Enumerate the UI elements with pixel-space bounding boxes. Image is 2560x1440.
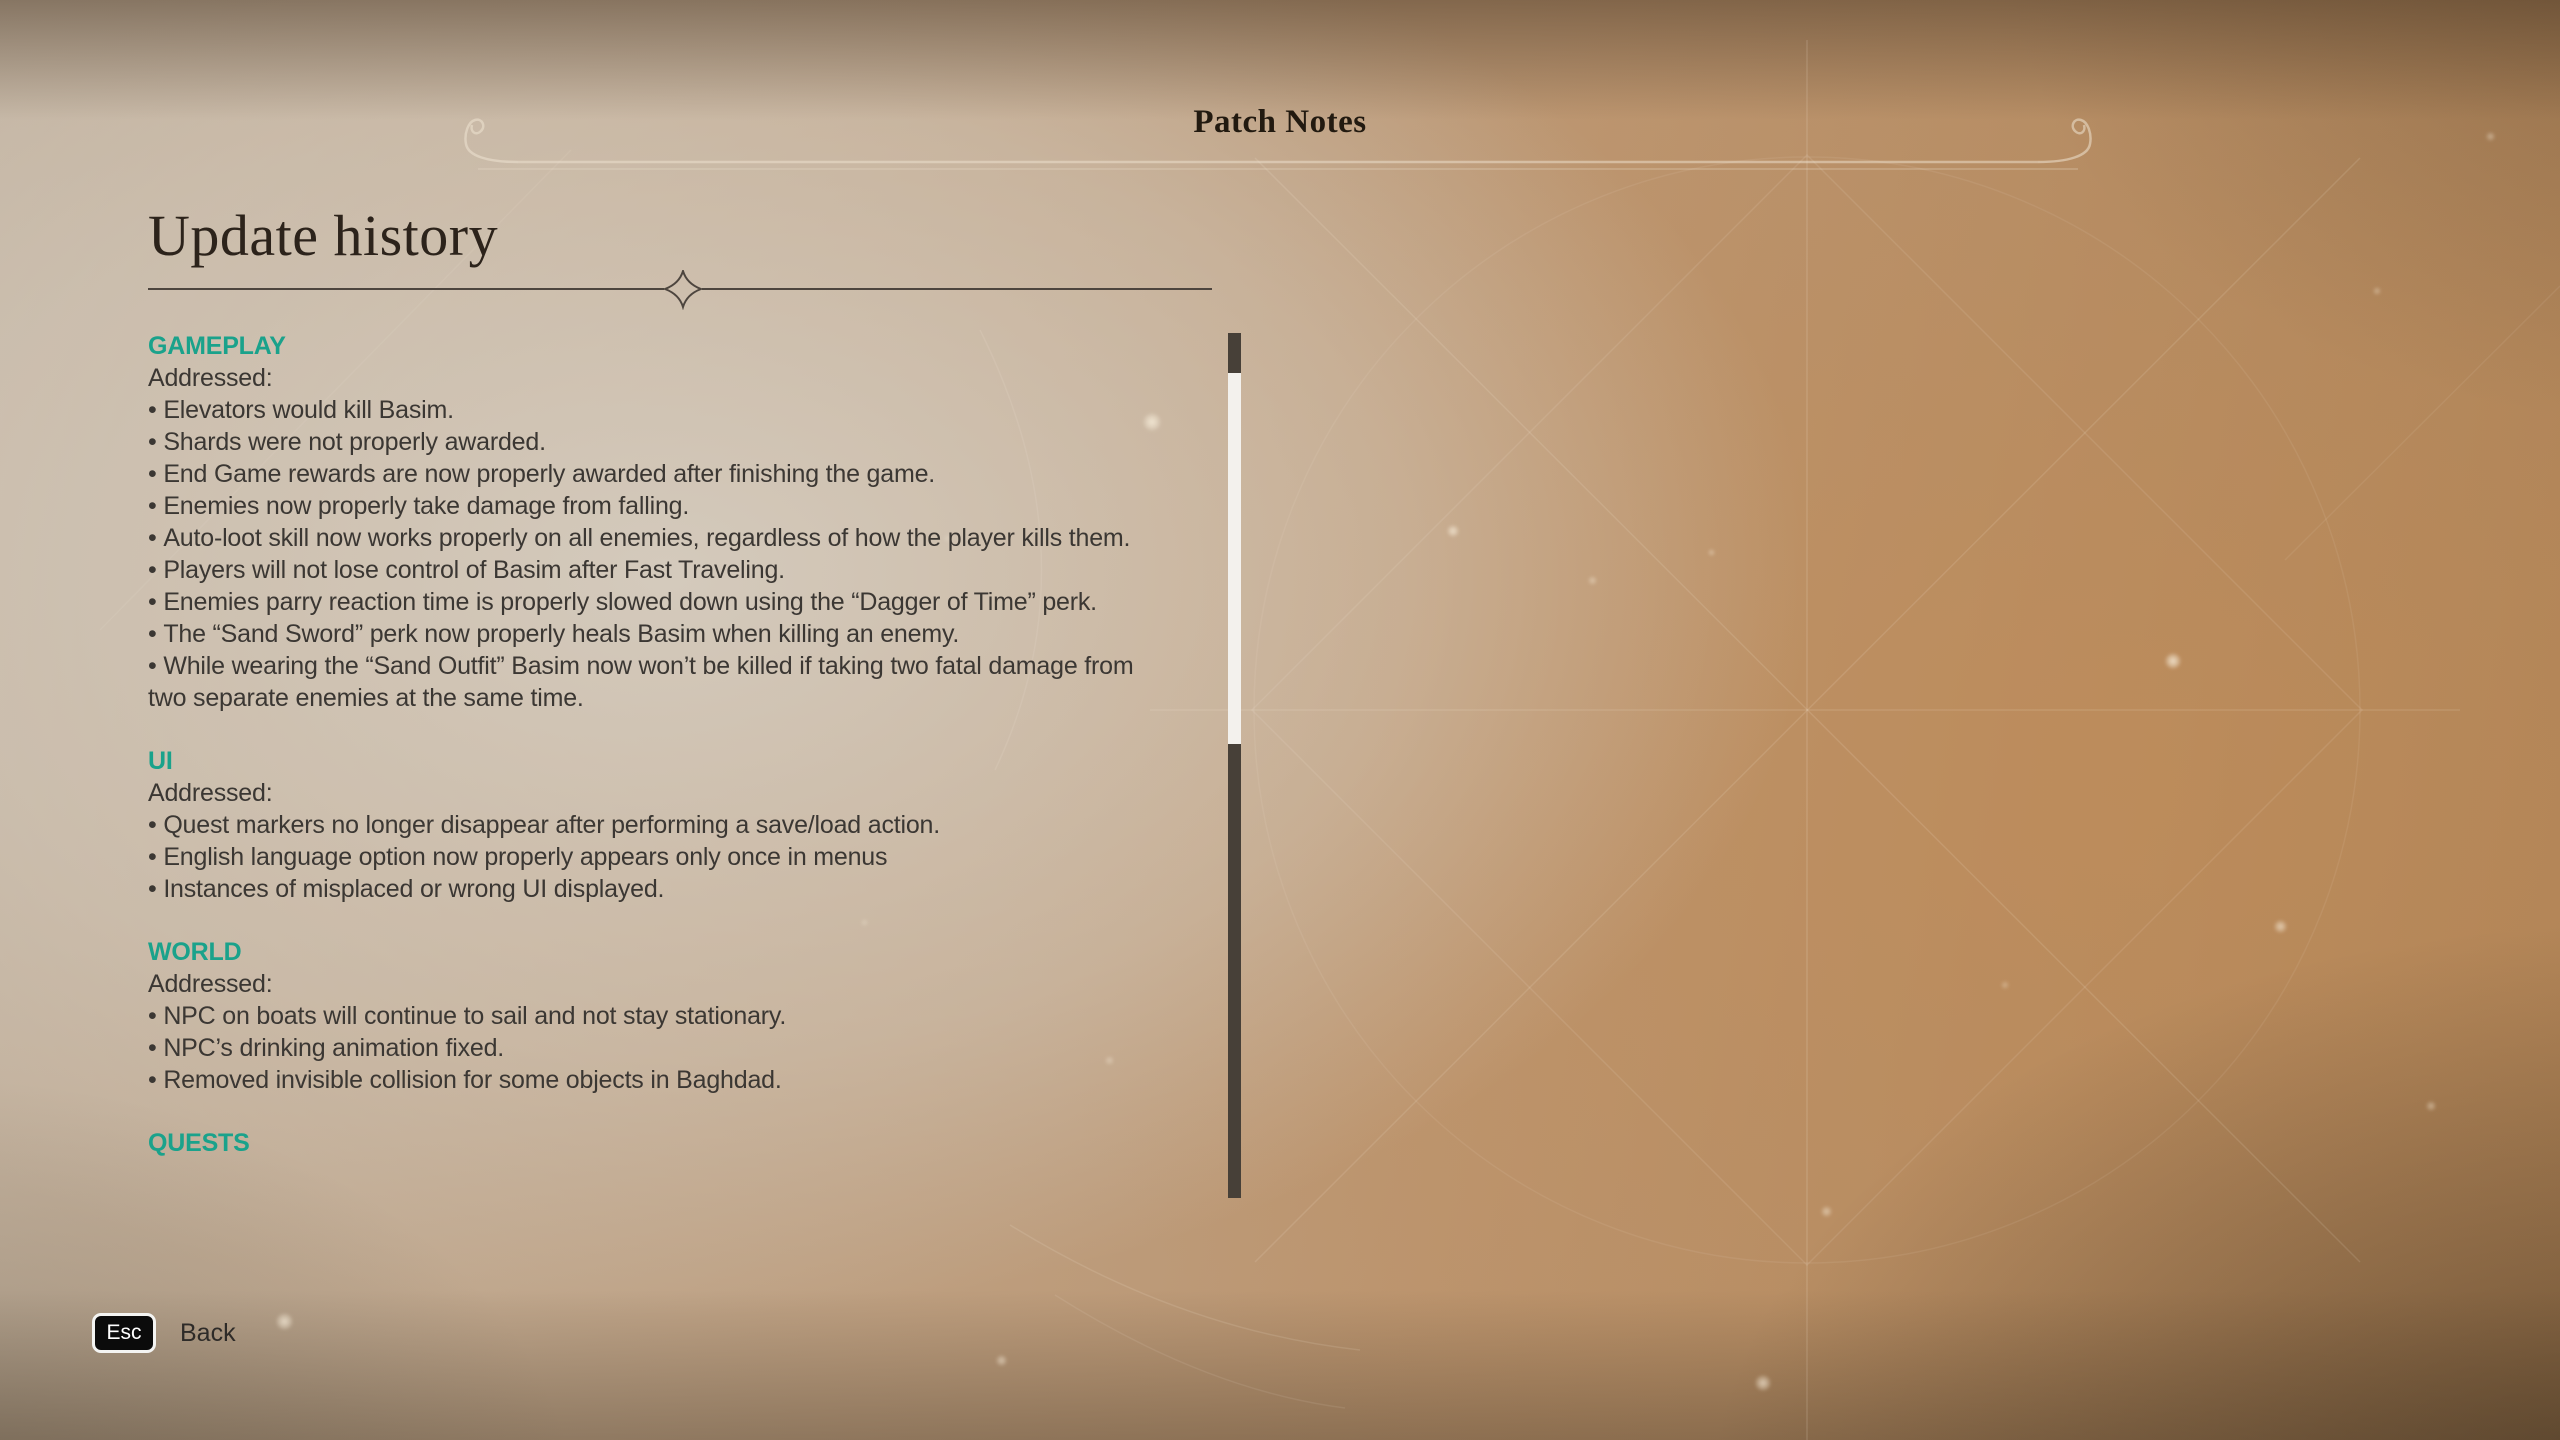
patch-section [148,936,1178,1096]
patch-note-item: • Enemies now properly take damage from falling. [148,490,1178,522]
section-heading: GAMEPLAY [148,332,286,360]
patch-section [148,745,1178,905]
patch-note-item: • NPC on boats will continue to sail and not stay stationary. [148,1000,1178,1032]
patch-note-item: • The “Sand Sword” perk now properly heals Basim when killing an enemy. [148,618,1178,650]
patch-note-item: • Removed invisible collision for some objects in Baghdad. [148,1064,1178,1096]
title-divider [148,270,1212,310]
section-items [148,1000,1178,1096]
section-label: Addressed: [148,970,273,998]
section-heading: WORLD [148,938,242,966]
section-heading: UI [148,747,173,775]
footer-hint [92,1313,236,1353]
patch-section [148,330,1178,714]
section-items [148,809,1178,905]
section-label: Addressed: [148,779,273,807]
page-title: Update history [148,203,499,268]
patch-note-item: • Players will not lose control of Basim after Fast Traveling. [148,554,1178,586]
patch-note-item: • Instances of misplaced or wrong UI displayed. [148,873,1178,905]
patch-note-item: • Auto-loot skill now works properly on all enemies, regardless of how the player kills them. [148,522,1178,554]
patch-note-item: • English language option now properly appears only once in menus [148,841,1178,873]
patch-note-item: • End Game rewards are now properly awarded after finishing the game. [148,458,1178,490]
patch-note-item: • Shards were not properly awarded. [148,426,1178,458]
scrollbar-thumb[interactable] [1228,373,1241,744]
patch-note-item: • While wearing the “Sand Outfit” Basim now won’t be killed if taking two fatal damage from two separate enemies at the same time. [148,650,1178,714]
patch-sections [148,330,1178,1159]
section-heading: QUESTS [148,1129,250,1157]
patch-section [148,1127,1178,1159]
patch-note-item: • Elevators would kill Basim. [148,394,1178,426]
content-scrollbar[interactable] [1228,333,1241,1198]
back-label[interactable]: Back [180,1318,236,1347]
esc-key-badge[interactable]: Esc [92,1313,156,1353]
screen-title: Patch Notes [1193,104,1367,140]
patch-note-item: • Quest markers no longer disappear after performing a save/load action. [148,809,1178,841]
patch-notes-content [148,330,1178,1205]
section-label: Addressed: [148,364,273,392]
patch-note-item: • NPC’s drinking animation fixed. [148,1032,1178,1064]
patch-note-item: • Enemies parry reaction time is properly slowed down using the “Dagger of Time” perk. [148,586,1178,618]
section-items [148,394,1178,714]
